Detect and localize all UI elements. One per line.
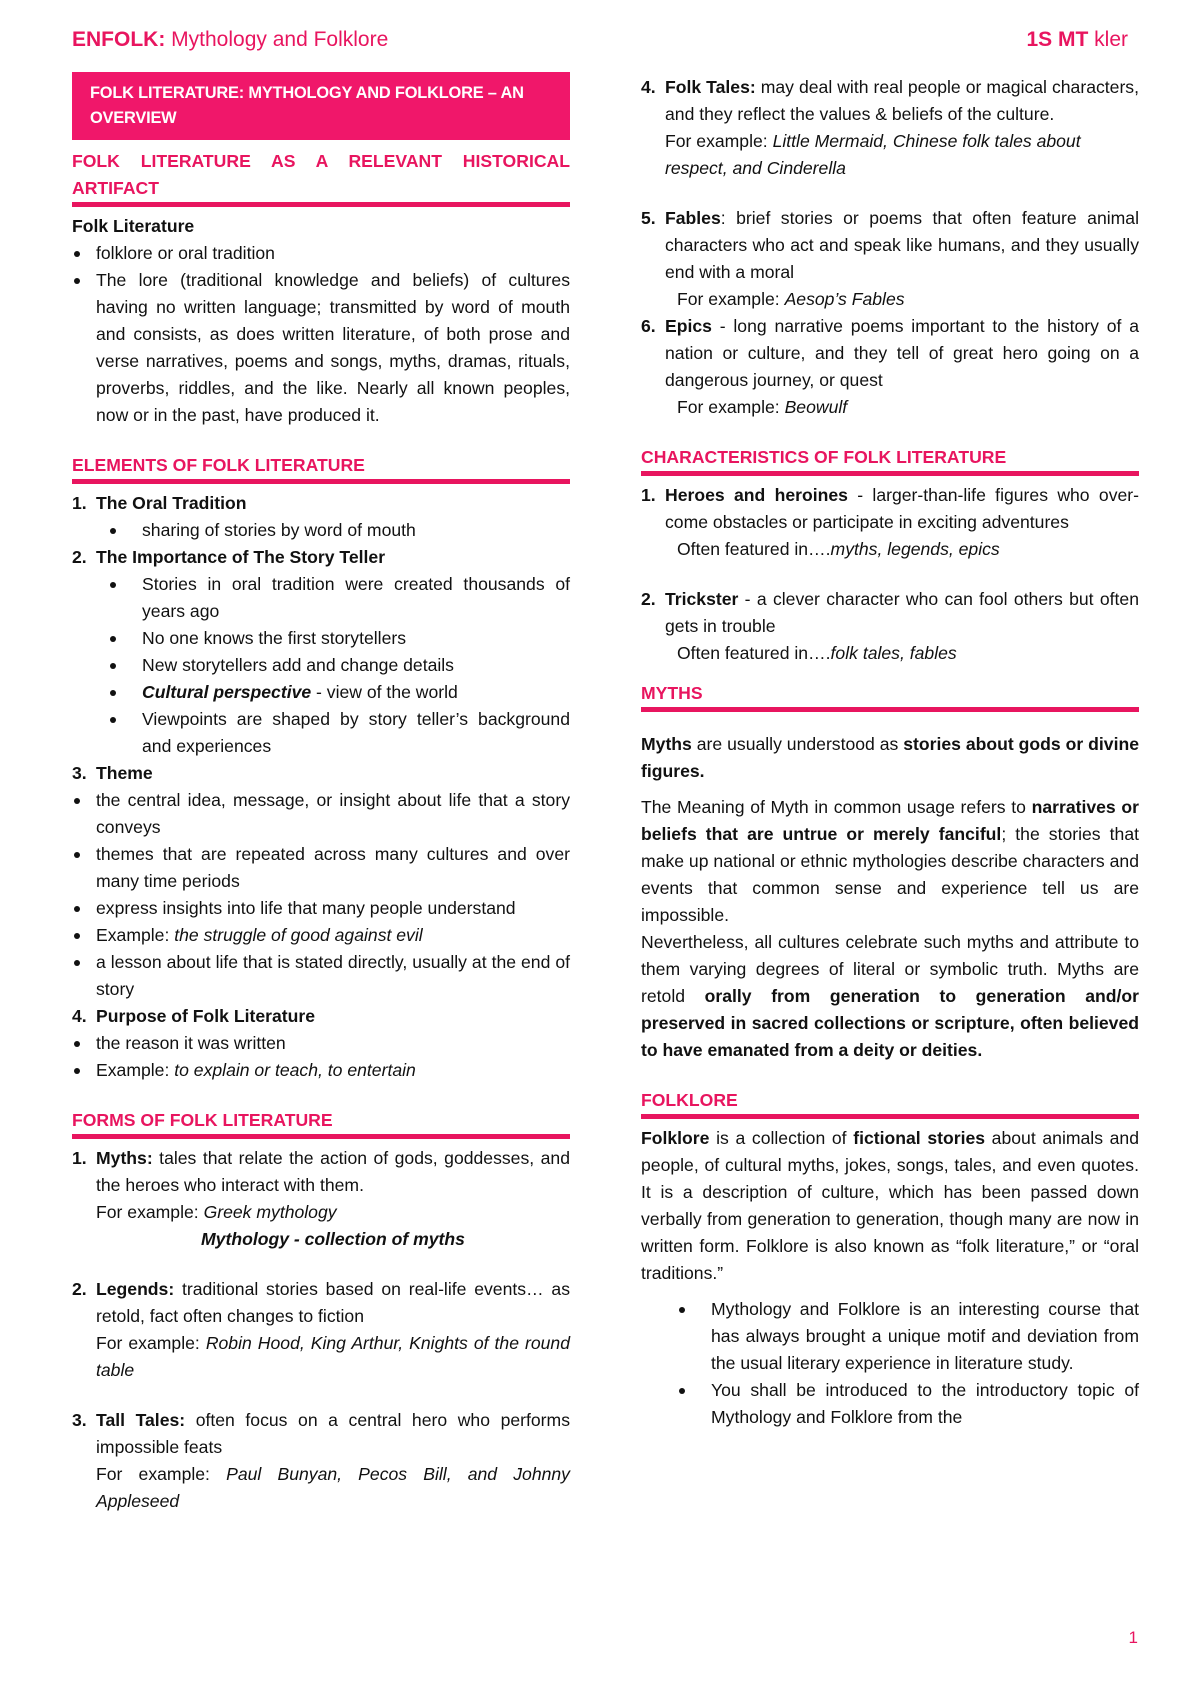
featured-label: Often featured in….: [677, 643, 831, 663]
list-item: a lesson about life that is stated directly, usually at the end of story: [72, 949, 570, 1003]
myths-text: ; the stories that make up national or ethnic mythologies describe characters and events that common sense and experience tell us are impossible.: [641, 824, 1139, 925]
section-heading-artifact: FOLK LITERATURE AS A RELEVANT HISTORICAL ARTIFACT: [72, 148, 570, 207]
course-code: ENFOLK:: [72, 28, 166, 51]
list-item: Mythology and Folklore is an interesting course that has always brought a unique motif and deviation from the usual literary experience in literature study.: [675, 1296, 1139, 1377]
form-definition: may deal with real people or magical characters, and they reflect the values & beliefs of the culture.: [665, 77, 1139, 124]
form-example: [641, 394, 1139, 421]
cultural-perspective-term: Cultural perspective: [142, 682, 312, 702]
form-item-folk-tales: [641, 74, 1139, 128]
characteristic-term: Heroes and heroines: [665, 485, 848, 505]
form-term: Fables: [665, 208, 721, 228]
form-number: 1.: [72, 1148, 87, 1168]
list-item: themes that are repeated across many cultures and over many time periods: [72, 841, 570, 895]
title-box: FOLK LITERATURE: MYTHOLOGY AND FOLKLORE – AN OVERVIEW: [72, 72, 570, 140]
example-text: Robin Hood, King Arthur, Knights of the round table: [96, 1333, 570, 1380]
form-item-epics: [641, 313, 1139, 394]
header-term: [1026, 28, 1128, 52]
form-number: 2.: [72, 1279, 87, 1299]
list-item: Viewpoints are shaped by story teller’s background and experiences: [106, 706, 570, 760]
element-number: 1.: [72, 493, 87, 513]
folklore-text: about animals and people, of cultural myths, jokes, songs, tales, and even quotes. It is a description of culture, which has been passed down verbally from generation to generation, though many are now in written form. Folklore is also known as “folk literature,” or “oral traditions.”: [641, 1128, 1140, 1283]
folklore-emphasis: fictional stories: [853, 1128, 986, 1148]
element-title: The Oral Tradition: [96, 493, 247, 513]
form-item-legends: [72, 1276, 570, 1330]
myths-paragraph-1: [641, 731, 1139, 785]
page-number: 1: [1128, 1628, 1138, 1647]
section-heading-characteristics: CHARACTERISTICS OF FOLK LITERATURE: [641, 444, 1139, 476]
example-label: Example:: [96, 925, 175, 945]
featured-text: myths, legends, epics: [830, 539, 1000, 559]
list-item: [106, 679, 570, 706]
example-text: Greek mythology: [203, 1202, 337, 1222]
form-term: Myths:: [96, 1148, 153, 1168]
example-label: For example:: [96, 1464, 227, 1484]
element-title: Theme: [96, 763, 153, 783]
myths-paragraph-3: [641, 929, 1139, 1064]
example-text: Aesop’s Fables: [784, 289, 905, 309]
example-label: For example:: [677, 289, 785, 309]
form-example: [72, 1199, 570, 1226]
form-term: Legends:: [96, 1279, 175, 1299]
myths-emphasis: orally from generation to generation and/or preserved in sacred collections or scripture, often believed to have emanated from a deity or deities.: [641, 986, 1140, 1060]
page-header: [72, 28, 1128, 60]
mythology-note: [72, 1226, 570, 1253]
form-example: [641, 286, 1139, 313]
example-text: Paul Bunyan, Pecos Bill, and Johnny Appleseed: [96, 1464, 570, 1511]
list-item: No one knows the first storytellers: [106, 625, 570, 652]
list-item: [72, 922, 570, 949]
example-label: For example:: [665, 131, 773, 151]
list-item: [72, 1057, 570, 1084]
element-title: Purpose of Folk Literature: [96, 1006, 315, 1026]
example-text: Beowulf: [784, 397, 848, 417]
form-number: 6.: [641, 316, 656, 336]
featured-in: [641, 640, 1139, 667]
example-label: For example:: [677, 397, 785, 417]
featured-in: [641, 536, 1139, 563]
section-heading-forms: FORMS OF FOLK LITERATURE: [72, 1107, 570, 1139]
form-definition: - long narrative poems important to the history of a nation or culture, and they tell of great hero going on a dangerous journey, or quest: [665, 316, 1139, 390]
author: kler: [1094, 28, 1128, 51]
element-number: 3.: [72, 763, 87, 783]
form-item-tall-tales: [72, 1407, 570, 1461]
list-item: You shall be introduced to the introductory topic of Mythology and Folklore from the: [675, 1377, 1139, 1431]
myths-emphasis: stories about gods or divine figures.: [641, 734, 1139, 781]
characteristic-item: [641, 586, 1139, 640]
example-text: the struggle of good against evil: [174, 925, 423, 945]
list-item: sharing of stories by word of mouth: [106, 517, 570, 544]
form-term: Tall Tales:: [96, 1410, 186, 1430]
form-example: [641, 128, 1139, 182]
right-column: [641, 74, 1139, 1431]
form-definition: : brief stories or poems that often feature animal characters who act and speak like humans, and they usually end with a moral: [665, 208, 1139, 282]
list-item: Stories in oral tradition were created thousands of years ago: [106, 571, 570, 625]
list-item: folklore or oral tradition: [72, 240, 570, 267]
list-item: the central idea, message, or insight about life that a story conveys: [72, 787, 570, 841]
form-definition: traditional stories based on real-life events… as retold, fact often changes to fiction: [96, 1279, 570, 1326]
element-number: 2.: [72, 547, 87, 567]
form-number: 5.: [641, 208, 656, 228]
form-term: Epics: [665, 316, 712, 336]
form-number: 3.: [72, 1410, 87, 1430]
element-item: [72, 1003, 570, 1030]
myths-term: Myths: [641, 734, 692, 754]
characteristic-number: 1.: [641, 485, 656, 505]
form-example: [72, 1330, 570, 1384]
myths-text: are usually understood as: [691, 734, 904, 754]
left-column: [72, 72, 570, 1515]
term-code: 1S MT: [1026, 28, 1089, 51]
characteristic-item: [641, 482, 1139, 536]
section-heading-elements: ELEMENTS OF FOLK LITERATURE: [72, 452, 570, 484]
characteristic-definition: - a clever character who can fool others but often gets in trouble: [665, 589, 1139, 636]
header-course: [72, 28, 388, 52]
cultural-perspective-def: - view of the world: [311, 682, 458, 702]
example-label: Example:: [96, 1060, 175, 1080]
list-item: the reason it was written: [72, 1030, 570, 1057]
list-item: New storytellers add and change details: [106, 652, 570, 679]
form-term: Folk Tales:: [665, 77, 756, 97]
form-item-myths: [72, 1145, 570, 1199]
myths-text: The Meaning of Myth in common usage refers to: [641, 797, 1032, 817]
featured-text: folk tales, fables: [830, 643, 957, 663]
mythology-note-text: Mythology - collection of myths: [201, 1229, 465, 1249]
folklore-text: is a collection of: [709, 1128, 854, 1148]
example-label: For example:: [96, 1202, 204, 1222]
list-item: The lore (traditional knowledge and beliefs) of cultures having no written language; transmitted by word of mouth and consists, as does written literature, of both prose and verse narratives, poems and songs, myths, dramas, rituals, proverbs, riddles, and the like. Nearly all known peoples, now or in the past, have produced it.: [72, 267, 570, 429]
form-example: [72, 1461, 570, 1515]
form-definition: often focus on a central hero who performs impossible feats: [96, 1410, 570, 1457]
element-item: [72, 760, 570, 787]
featured-label: Often featured in….: [677, 539, 831, 559]
element-item: [72, 490, 570, 517]
characteristic-number: 2.: [641, 589, 656, 609]
element-title: The Importance of The Story Teller: [96, 547, 386, 567]
example-label: For example:: [96, 1333, 206, 1353]
form-item-fables: [641, 205, 1139, 286]
example-text: to explain or teach, to entertain: [174, 1060, 416, 1080]
myths-emphasis: narratives or beliefs that are untrue or merely fanciful: [641, 797, 1139, 844]
folklore-term: Folklore: [641, 1128, 710, 1148]
section-heading-myths: MYTHS: [641, 680, 1139, 712]
folk-literature-heading: Folk Literature: [72, 216, 195, 236]
example-text: Little Mermaid, Chinese folk tales about respect, and Cinderella: [665, 131, 1081, 178]
characteristic-term: Trickster: [665, 589, 739, 609]
course-name: Mythology and Folklore: [165, 28, 389, 51]
element-item: [72, 544, 570, 571]
form-number: 4.: [641, 77, 656, 97]
section-heading-folklore: FOLKLORE: [641, 1087, 1139, 1119]
list-item: express insights into life that many people understand: [72, 895, 570, 922]
element-number: 4.: [72, 1006, 87, 1026]
form-definition: tales that relate the action of gods, goddesses, and the heroes who interact with them.: [96, 1148, 570, 1195]
myths-text: Nevertheless, all cultures celebrate such myths and attribute to them varying degrees of literal or symbolic truth. Myths are retold: [641, 932, 1139, 1006]
myths-paragraph-2: [641, 794, 1139, 929]
folklore-paragraph: [641, 1125, 1139, 1287]
characteristic-definition: - larger-than-life figures who over-come obstacles or participate in exciting adventures: [665, 485, 1139, 532]
